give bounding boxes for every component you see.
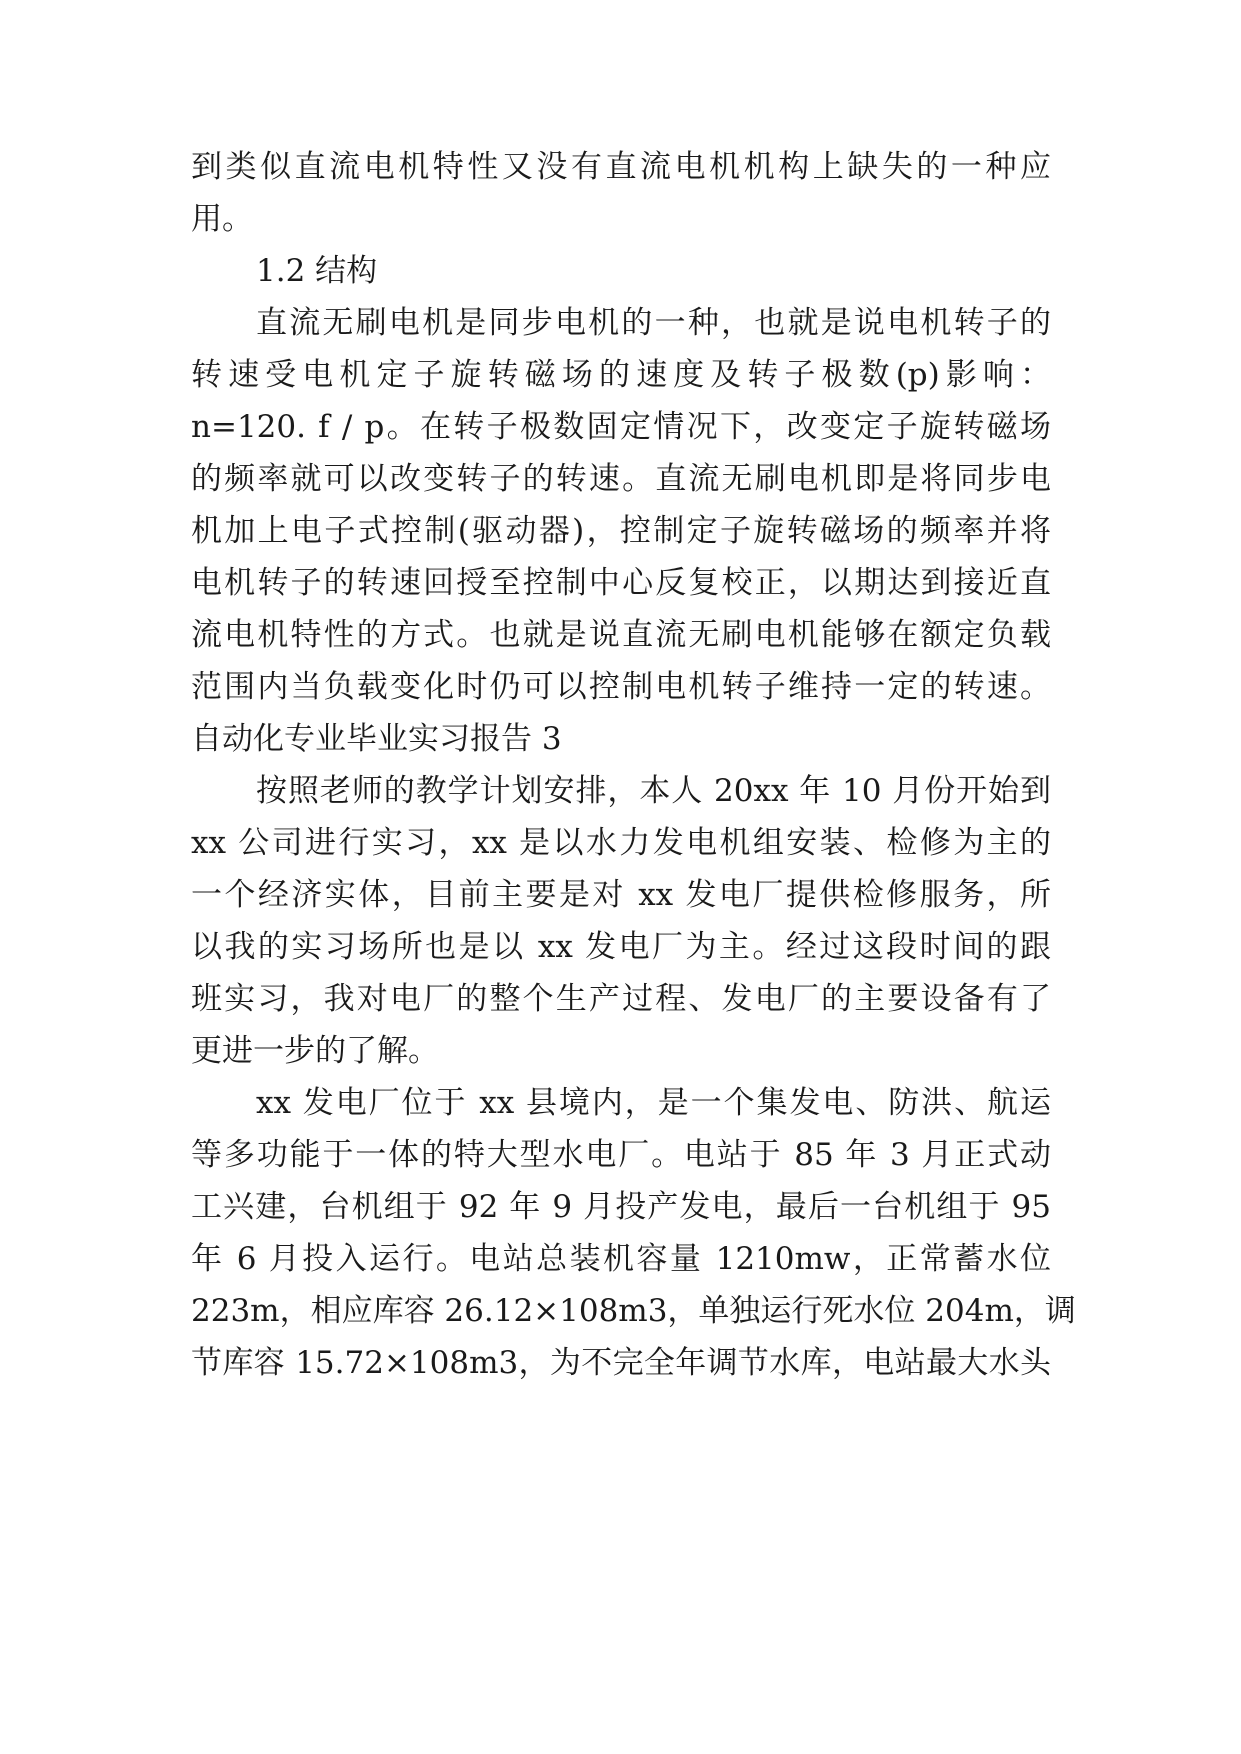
text-line-18: 更进一步的了解。 (191, 1033, 439, 1069)
text-line-10: 流电机特性的方式。也就是说直流无刷电机能够在额定负载 (191, 617, 1051, 653)
text-line-22: 年 6 月投入运行。电站总装机容量 1210mw，正常蓄水位 (191, 1241, 1051, 1277)
text-line-8: 机加上电子式控制(驱动器)，控制定子旋转磁场的频率并将 (191, 513, 1051, 549)
text-line-9: 电机转子的转速回授至控制中心反复校正，以期达到接近直 (191, 565, 1051, 601)
text-line-4: 直流无刷电机是同步电机的一种，也就是说电机转子的 (256, 305, 1051, 341)
text-line-6: n=120. f / p。在转子极数固定情况下，改变定子旋转磁场 (191, 409, 1051, 445)
report-title: 自动化专业毕业实习报告 3 (191, 721, 562, 757)
text-line-1: 到类似直流电机特性又没有直流电机机构上缺失的一种应 (191, 149, 1051, 185)
text-line-21: 工兴建，台机组于 92 年 9 月投产发电，最后一台机组于 95 (191, 1189, 1051, 1225)
text-line-17: 班实习，我对电厂的整个生产过程、发电厂的主要设备有了 (191, 981, 1051, 1017)
text-line-19: xx 发电厂位于 xx 县境内，是一个集发电、防洪、航运 (256, 1085, 1051, 1121)
text-line-11: 范围内当负载变化时仍可以控制电机转子维持一定的转速。 (191, 669, 1051, 705)
text-line-13: 按照老师的教学计划安排，本人 20xx 年 10 月份开始到 (256, 773, 1051, 809)
text-line-16: 以我的实习场所也是以 xx 发电厂为主。经过这段时间的跟 (191, 929, 1051, 965)
text-line-15: 一个经济实体，目前主要是对 xx 发电厂提供检修服务，所 (191, 877, 1051, 913)
text-line-2: 用。 (191, 201, 253, 237)
text-line-14: xx 公司进行实习，xx 是以水力发电机组安装、检修为主的 (191, 825, 1051, 861)
text-line-20: 等多功能于一体的特大型水电厂。电站于 85 年 3 月正式动 (191, 1137, 1051, 1173)
text-line-23: 223m，相应库容 26.12×108m3，单独运行死水位 204m，调 (191, 1293, 1076, 1329)
text-line-24: 节库容 15.72×108m3，为不完全年调节水库，电站最大水头 (191, 1345, 1051, 1381)
text-line-5: 转速受电机定子旋转磁场的速度及转子极数(p)影响： (191, 357, 1051, 393)
text-line-7: 的频率就可以改变转子的转速。直流无刷电机即是将同步电 (191, 461, 1051, 497)
section-heading-1-2: 1.2 结构 (256, 253, 378, 289)
